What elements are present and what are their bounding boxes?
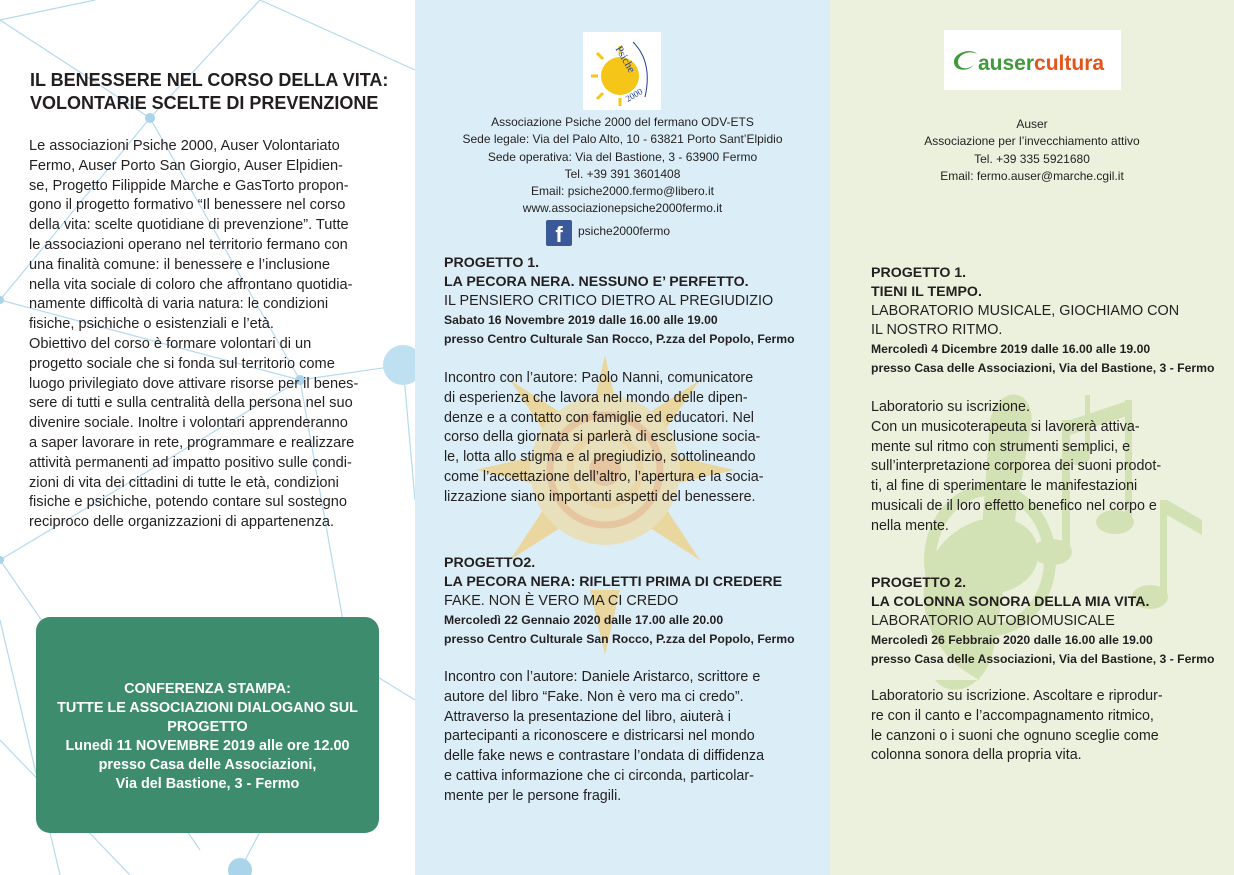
project-place: presso Casa delle Associazioni, Via del Bastione, 3 - Fermo [871,652,1215,666]
desc-line: Incontro con l’autore: Paolo Nanni, comunicatore [444,370,754,386]
psiche-logo [583,32,661,110]
project-number: PROGETTO 2. [871,575,967,591]
press-line: TUTTE LE ASSOCIAZIONI DIALOGANO SUL [57,700,358,716]
project-2-description [444,668,800,807]
desc-line: Laboratorio su iscrizione. Ascoltare e riprodur- [871,688,1163,704]
left-panel [0,0,415,875]
intro-line: nella vita sociale di coloro che affrontano quotidia- [29,276,353,293]
title-line: IL BENESSERE NEL CORSO DELLA VITA: [30,70,389,90]
intro-line: divenire sociale. Inoltre i volontari apprenderanno [29,415,348,432]
facebook-link[interactable] [546,220,706,246]
desc-line: Laboratorio su iscrizione. [871,399,1030,415]
desc-line: partecipanti a riconoscere e districarsi nel mondo [444,728,755,745]
auser-contact-info [830,116,1234,185]
project-1-description [444,369,800,508]
project-title: TIENI IL TEMPO. [871,284,982,300]
intro-line: Obiettivo del corso è formare volontari di un [29,335,312,352]
auser-swoosh-icon [950,44,980,74]
intro-line: a saper lavorare in rete, programmare e realizzare [29,434,355,451]
project-title: LA PECORA NERA. NESSUNO E’ PERFETTO. [444,274,749,290]
intro-line: Fermo, Auser Porto San Giorgio, Auser Elpidien- [29,157,343,174]
project-subtitle: FAKE. NON È VERO MA CI CREDO [444,593,679,609]
facebook-handle: psiche2000fermo [578,224,671,238]
intro-line: fisiche e psichiche, potendo contare sul sostegno [29,494,348,511]
project-date: Mercoledì 26 Febbraio 2020 dalle 16.00 alle 19.00 [871,633,1153,647]
logo-word-cultura: cultura [1034,52,1105,75]
desc-line: le, lotta allo stigma e al pregiudizio, sottolineando [444,449,756,466]
project-1-block [871,264,1234,378]
desc-line: Incontro con l’autore: Daniele Aristarco, scrittore e [444,669,761,685]
phone-line: Tel. +39 335 5921680 [974,151,1090,166]
project-date: Mercoledì 22 Gennaio 2020 dalle 17.00 alle 20.00 [444,613,724,627]
project-number: PROGETTO 1. [444,255,540,271]
project-subtitle: IL PENSIERO CRITICO DIETRO AL PREGIUDIZIO [444,293,774,309]
intro-line: una finalità comune: il benessere e l’inclusione [29,256,330,273]
desc-line: musicali de il loro effetto benefico nel corpo e [871,497,1157,514]
facebook-icon: f [546,220,572,246]
project-2-block [871,574,1234,669]
press-line: CONFERENZA STAMPA: [124,681,291,697]
middle-panel [415,0,830,875]
info-line: Sede operativa: Via del Bastione, 3 - 63900 Fermo [487,149,758,164]
intro-line: se, Progetto Filippide Marche e GasTorto propon- [29,177,349,194]
intro-line: della vita: scelte quotidiane di prevenzione”. Tutte [29,217,349,234]
info-line: Associazione Psiche 2000 del fermano ODV-ETS [491,115,754,129]
intro-line: sere di tutti e sulla centralità della persona nel suo [29,395,353,412]
press-line: presso Casa delle Associazioni, [98,757,317,773]
desc-line: re con il canto e l’accompagnamento ritmico, [871,707,1154,724]
intro-line: luogo privilegiato dove attivare risorse per il benes- [29,375,359,392]
project-2-description [871,687,1200,766]
project-place: presso Centro Culturale San Rocco, P.zza del Popolo, Fermo [444,632,795,646]
press-line: PROGETTO [167,719,248,735]
intro-line: namente difficoltà di varia natura: le condizioni [29,296,329,313]
desc-line: di esperienza che lavora nel mondo delle dipen- [444,389,748,406]
project-number: PROGETTO2. [444,555,536,571]
desc-line: corso della giornata si parlerà di esclusione socia- [444,429,761,446]
logo-word-auser: auser [978,52,1035,75]
desc-line: mente sul ritmo con strumenti semplici, e [871,438,1131,455]
desc-line: autore del libro “Fake. Non è vero ma ci credo”. [444,688,744,705]
project-number: PROGETTO 1. [871,265,967,281]
psiche-contact-info [415,114,830,218]
project-1-description [871,398,1200,537]
press-line: Lunedì 11 NOVEMBRE 2019 alle ore 12.00 [65,738,350,754]
project-2-block [444,554,828,649]
intro-text [29,137,385,533]
intro-line: gono il progetto formativo “Il benessere nel corso [29,197,346,214]
project-place: presso Casa delle Associazioni, Via del Bastione, 3 - Fermo [871,361,1215,375]
logo-word: Psiche [612,44,638,75]
intro-line: Le associazioni Psiche 2000, Auser Volontariato [29,138,340,154]
right-panel [830,0,1234,875]
desc-line: nella mente. [871,517,949,534]
phone-line: Tel. +39 391 3601408 [564,166,681,181]
project-subtitle: LABORATORIO AUTOBIOMUSICALE [871,613,1115,629]
desc-line: Con un musicoterapeuta si lavorerà attiva- [871,418,1140,435]
page-title [30,69,400,115]
project-date: Sabato 16 Novembre 2019 dalle 16.00 alle 19.00 [444,313,718,327]
press-line: Via del Bastione, 3 - Fermo [115,776,300,792]
auser-logo [944,30,1121,90]
project-title: LA COLONNA SONORA DELLA MIA VITA. [871,594,1150,610]
project-subtitle: IL NOSTRO RITMO. [871,322,1003,338]
intro-line: zioni di vita dei cittadini di tutte le età, condizioni [29,474,339,491]
logo-year: 2000 [623,86,645,104]
project-title: LA PECORA NERA: RIFLETTI PRIMA DI CREDERE [444,574,783,590]
desc-line: denze e a contatto con famiglie ed educatori. Nel [444,409,754,426]
info-line: Auser [1016,117,1048,131]
project-subtitle: LABORATORIO MUSICALE, GIOCHIAMO CON [871,303,1180,319]
project-date: Mercoledì 4 Dicembre 2019 dalle 16.00 alle 19.00 [871,342,1151,356]
desc-line: sull’interpretazione corporea dei suoni prodot- [871,458,1162,475]
email-link[interactable]: Email: psiche2000.fermo@libero.it [531,184,714,199]
desc-line: lizzazione siano importanti aspetti del benessere. [444,488,756,505]
intro-line: attività permanenti ad impatto positivo sulle condi- [29,454,352,471]
email-link[interactable]: Email: fermo.auser@marche.cgil.it [940,168,1124,183]
desc-line: come l’accettazione dell’altro, l’apertura e la socia- [444,468,764,485]
intro-line: fisiche, psichiche o esistenziali e l’età. [29,316,274,333]
intro-line: progetto sociale che si fonda sul territorio come [29,355,335,372]
info-line: Sede legale: Via del Palo Alto, 10 - 63821 Porto Sant’Elpidio [462,132,783,147]
desc-line: ti, al fine di sperimentare le manifestazioni [871,478,1138,495]
desc-line: mente per le persone fragili. [444,787,622,804]
desc-line: e cattiva informazione che ci circonda, particolar- [444,767,754,784]
project-1-block [444,254,824,349]
press-conference-box [36,617,379,833]
desc-line: colonna sonora della propria vita. [871,747,1082,764]
desc-line: Attraverso la presentazione del libro, aiuterà i [444,708,731,725]
title-line: VOLONTARIE SCELTE DI PREVENZIONE [30,93,379,113]
info-line: Associazione per l’invecchiamento attivo [924,134,1140,149]
desc-line: le canzoni o i suoni che ognuno sceglie come [871,727,1159,744]
intro-line: le associazioni operano nel territorio fermano con [29,236,348,253]
project-place: presso Centro Culturale San Rocco, P.zza del Popolo, Fermo [444,332,795,346]
intro-line: reciproco delle organizzazioni di appartenenza. [29,514,335,531]
desc-line: delle fake news e contrastare l’ondata di diffidenza [444,748,765,765]
website-link[interactable]: www.associazionepsiche2000fermo.it [522,201,723,216]
